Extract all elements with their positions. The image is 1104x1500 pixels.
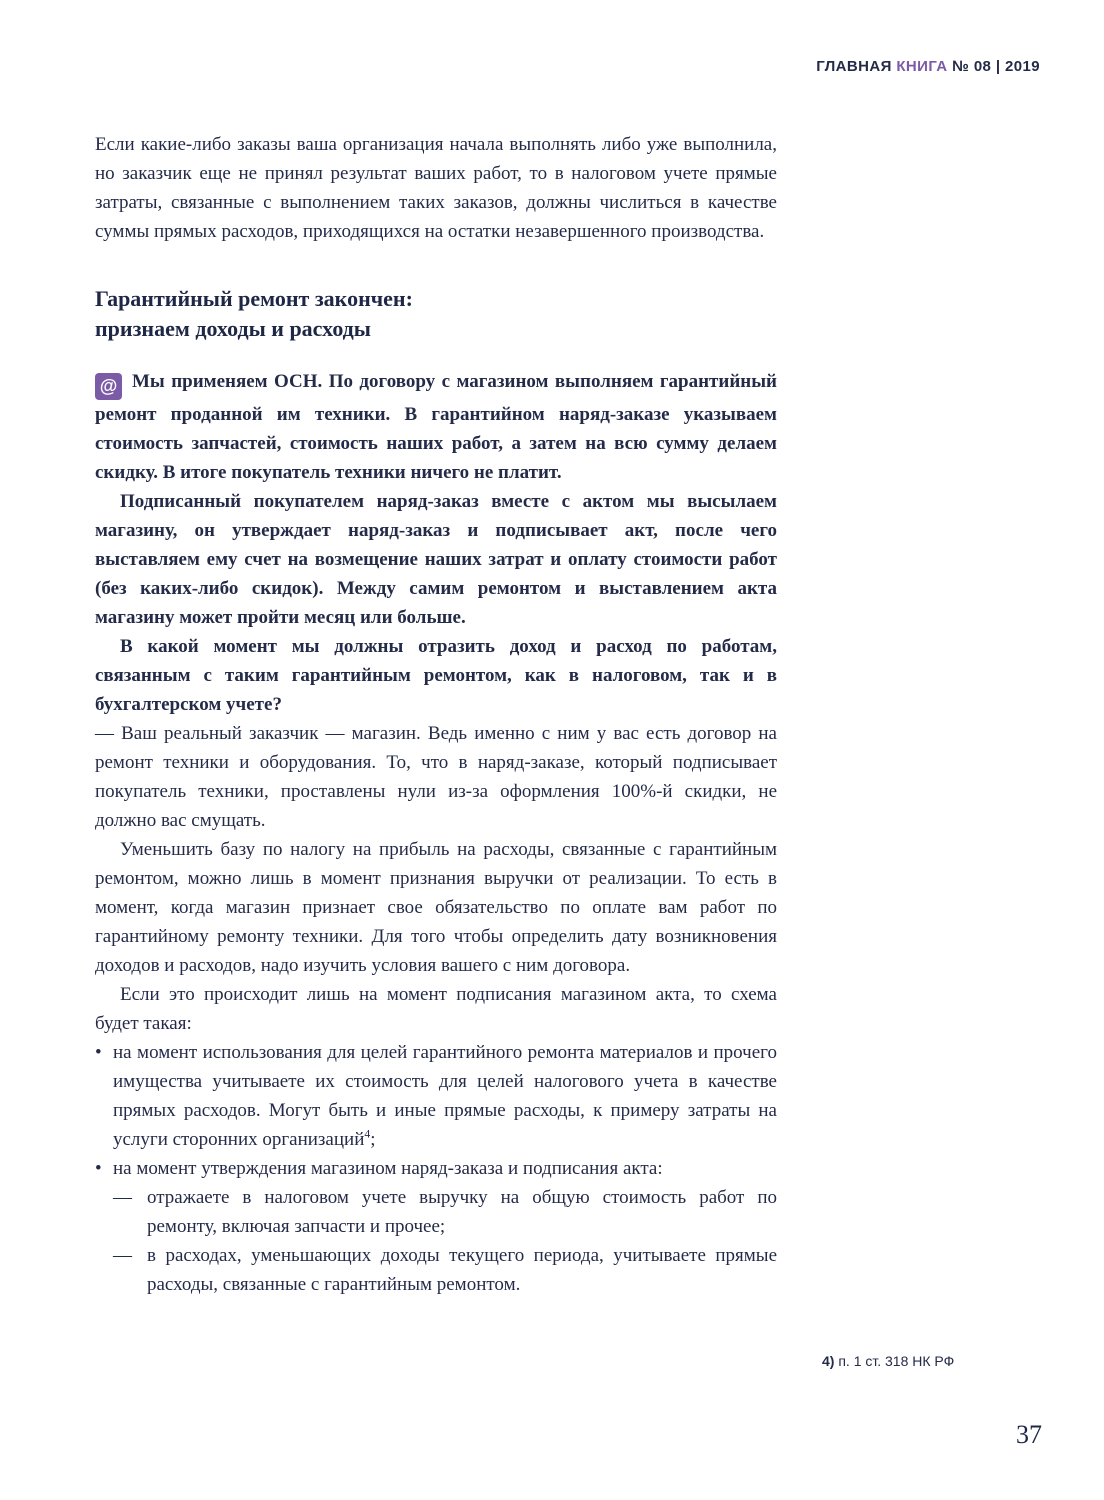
dash-marker: —	[113, 1245, 132, 1266]
brand-glavnaya: ГЛАВНАЯ	[816, 58, 892, 75]
bullet-item-1-tail: ;	[370, 1129, 376, 1150]
page-number: 37	[1016, 1420, 1042, 1449]
answer-block	[95, 719, 777, 1299]
issue-number: № 08 | 2019	[952, 58, 1040, 75]
question-paragraph-2: Подписанный покупателем наряд-заказ вместе с актом мы высылаем магазину, он утверждает наряд-заказ и подписывает акт, после чего выставляем ему счет на возмещение наших затрат и оплату стоимости работ (без каких-либо скидок). Между самим ремонтом и выставлением акта магазину может пройти месяц или больше.	[95, 491, 777, 628]
margin-footnote	[822, 1352, 1052, 1371]
at-icon: @	[95, 373, 122, 400]
article-column	[95, 130, 777, 1299]
section-heading-line2: признаем доходы и расходы	[95, 316, 371, 341]
dash-marker: —	[113, 1187, 132, 1208]
question-paragraph-1	[95, 367, 777, 487]
bullet-marker: •	[95, 1158, 102, 1179]
footnote-reference-4: 4	[364, 1127, 371, 1141]
bullet-item-2	[95, 1154, 777, 1299]
bullet-item-1-text	[113, 1038, 777, 1154]
section-heading	[95, 284, 777, 344]
bullet-item-1	[95, 1038, 777, 1154]
section-heading-line1: Гарантийный ремонт закончен:	[95, 286, 413, 311]
running-header	[816, 58, 1040, 75]
sub-item-2-text: в расходах, уменьшающих доходы текущего периода, учитываете прямые расходы, связанные с гарантийным ремонтом.	[147, 1245, 777, 1295]
sub-item-2	[113, 1241, 777, 1299]
brand-kniga: КНИГА	[896, 58, 948, 75]
question-block	[95, 367, 777, 719]
footnote-text: п. 1 ст. 318 НК РФ	[834, 1353, 955, 1369]
question-text-1: Мы применяем ОСН. По договору с магазином выполняем гарантийный ремонт проданной им техники. В гарантийном наряд-заказе указываем стоимость запчастей, стоимость наших работ, а затем на всю сумму делаем скидку. В итоге покупатель техники ничего не платит.	[95, 371, 777, 483]
footnote-marker: 4)	[822, 1353, 835, 1369]
bullet-item-2-body	[113, 1154, 777, 1299]
answer-paragraph-2: Уменьшить базу по налогу на прибыль на расходы, связанные с гарантийным ремонтом, можно лишь в момент признания выручки от реализации. То есть в момент, когда магазин признает свое обязательство по оплате вам работ по гарантийному ремонту техники. Для того чтобы определить дату возникновения доходов и расходов, надо изучить условия вашего с ним договора.	[95, 839, 777, 976]
question-paragraph-3: В какой момент мы должны отразить доход и расход по работам, связанным с таким гарантийным ремонтом, как в налоговом, так и в бухгалтерском учете?	[95, 636, 777, 715]
bullet-marker: •	[95, 1042, 102, 1063]
answer-paragraph-1: — Ваш реальный заказчик — магазин. Ведь именно с ним у вас есть договор на ремонт техники и оборудования. То, что в наряд-заказе, который подписывает покупатель техники, проставлены нули из-за оформления 100%-й скидки, не должно вас смущать.	[95, 723, 777, 831]
sub-item-1	[113, 1183, 777, 1241]
sub-item-1-text: отражаете в налоговом учете выручку на общую стоимость работ по ремонту, включая запчасти и прочее;	[147, 1187, 777, 1237]
bullet-item-2-text: на момент утверждения магазином наряд-заказа и подписания акта:	[113, 1158, 663, 1179]
answer-paragraph-3: Если это происходит лишь на момент подписания магазином акта, то схема будет такая:	[95, 984, 777, 1034]
intro-paragraph: Если какие-либо заказы ваша организация начала выполнять либо уже выполнила, но заказчик еще не принял результат ваших работ, то в налоговом учете прямые затраты, связанные с выполнением таких заказов, должны числиться в качестве суммы прямых расходов, приходящихся на остатки незавершенного производства.	[95, 134, 777, 242]
bullet-item-1-body: на момент использования для целей гарантийного ремонта материалов и прочего имущества учитываете их стоимость для целей налогового учета в качестве прямых расходов. Могут быть и иные прямые расходы, к примеру затраты на услуги сторонних организаций	[113, 1042, 777, 1150]
